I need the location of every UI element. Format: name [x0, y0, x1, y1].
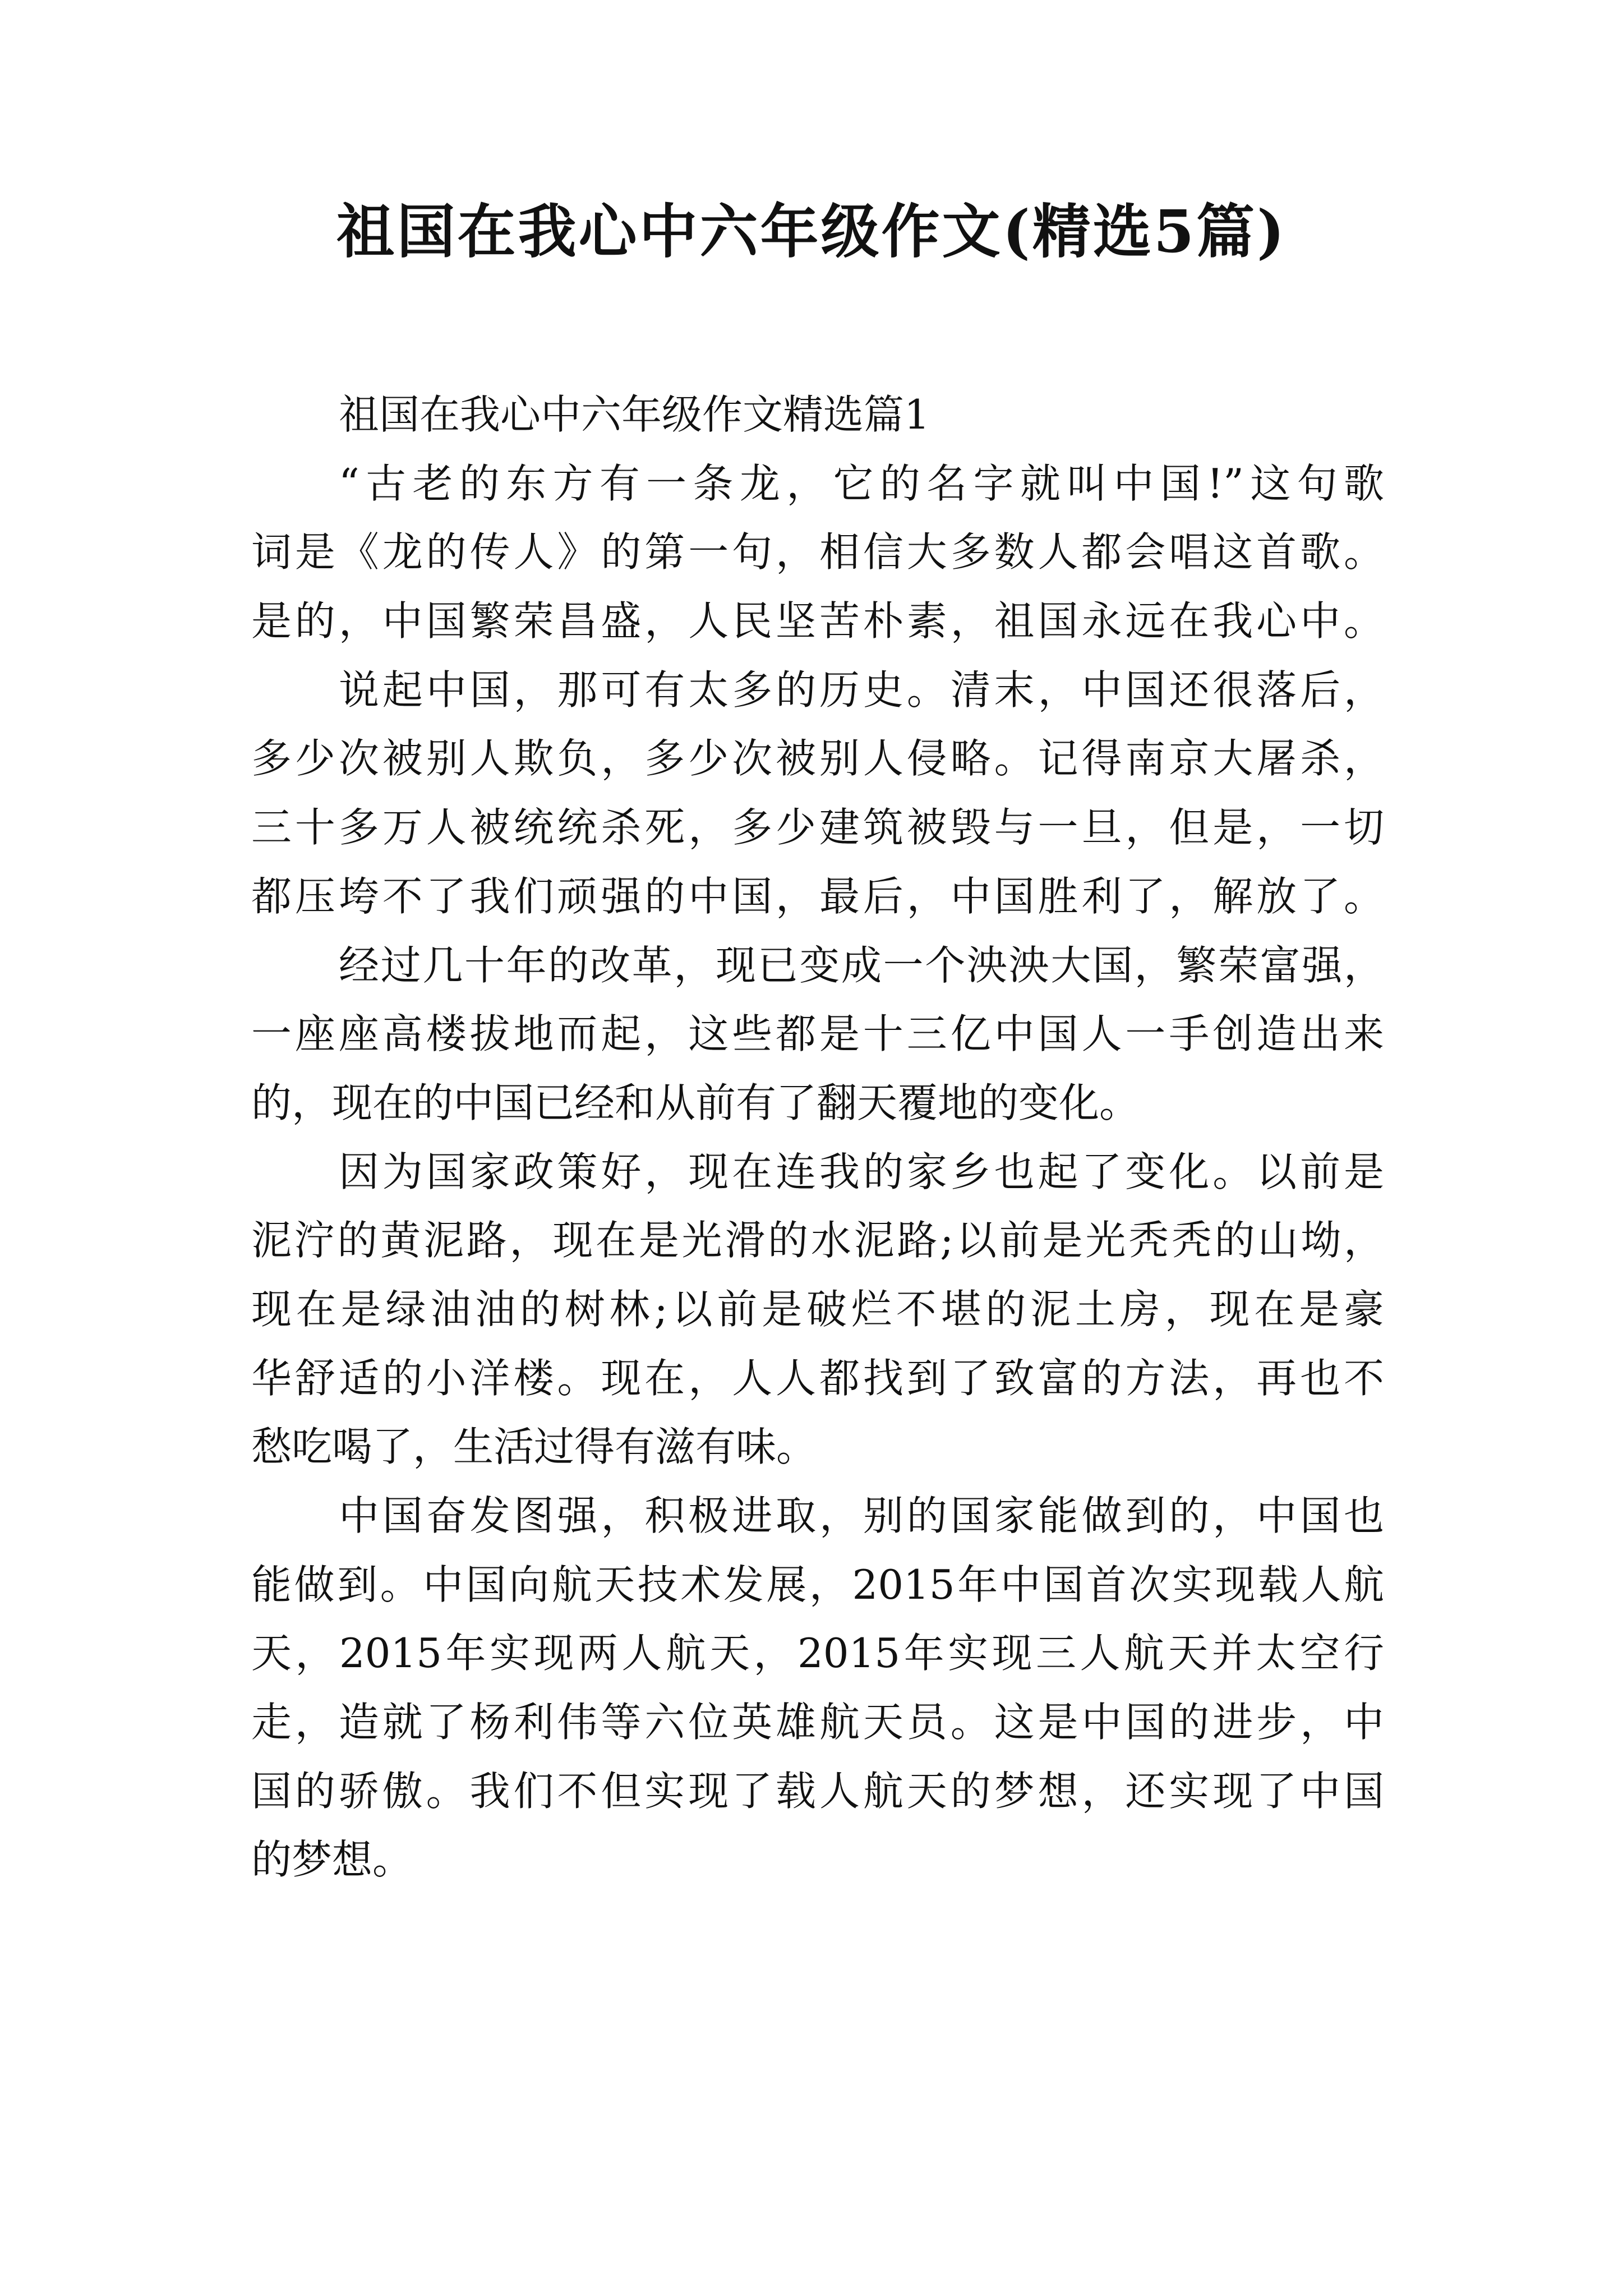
- section-heading: 祖国在我心中六年级作文精选篇1: [339, 391, 930, 438]
- paragraph-line: 多少次被别人欺负，多少次被别人侵略。记得南京大屠杀，: [251, 735, 1384, 783]
- paragraph-2: [251, 656, 1384, 931]
- document-body: [251, 380, 1384, 1894]
- paragraph-line: 走，造就了杨利伟等六位英雄航天员。这是中国的进步，中: [251, 1699, 1384, 1746]
- paragraph-line: 的梦想。: [251, 1836, 413, 1884]
- paragraph-line: 说起中国，那可有太多的历史。清末，中国还很落后，: [339, 666, 1384, 714]
- paragraph-line: 经过几十年的改革，现已变成一个泱泱大国，繁荣富强，: [339, 941, 1384, 989]
- paragraph-line: 词是《龙的传人》的第一句，相信大多数人都会唱这首歌。: [251, 528, 1384, 576]
- paragraph-4: [251, 1138, 1384, 1481]
- paragraph-line: 都压垮不了我们顽强的中国，最后，中国胜利了，解放了。: [251, 872, 1384, 920]
- paragraph-line: 愁吃喝了，生活过得有滋有味。: [251, 1423, 817, 1471]
- paragraph-line: 三十多万人被统统杀死，多少建筑被毁与一旦，但是，一切: [251, 804, 1384, 852]
- paragraph-line: “古老的东方有一条龙，它的名字就叫中国!”这句歌: [339, 459, 1384, 507]
- paragraph-line: 华舒适的小洋楼。现在，人人都找到了致富的方法，再也不: [251, 1354, 1384, 1402]
- paragraph-line: 是的，中国繁荣昌盛，人民坚苦朴素，祖国永远在我心中。: [251, 597, 1384, 645]
- document-title: 祖国在我心中六年级作文(精选5篇): [336, 197, 1287, 266]
- paragraph-3: [251, 931, 1384, 1138]
- paragraph-line: 一座座高楼拔地而起，这些都是十三亿中国人一手创造出来: [251, 1010, 1384, 1058]
- paragraph-line: 中国奋发图强，积极进取，别的国家能做到的，中国也: [339, 1492, 1384, 1539]
- paragraph-line: 因为国家政策好，现在连我的家乡也起了变化。以前是: [339, 1148, 1384, 1195]
- paragraph-line: 的，现在的中国已经和从前有了翻天覆地的变化。: [251, 1079, 1140, 1126]
- paragraph-line: 国的骄傲。我们不但实现了载人航天的梦想，还实现了中国: [251, 1767, 1384, 1815]
- paragraph-line: 泥泞的黄泥路，现在是光滑的水泥路;以前是光秃秃的山坳，: [251, 1217, 1384, 1264]
- paragraph-line: 能做到。中国向航天技术发展，2015年中国首次实现载人航: [251, 1561, 1384, 1608]
- paragraph-1: [251, 449, 1384, 656]
- paragraph-line: 现在是绿油油的树林;以前是破烂不堪的泥土房，现在是豪: [251, 1285, 1384, 1333]
- paragraph-5: [251, 1481, 1384, 1894]
- paragraph-line: 天，2015年实现两人航天，2015年实现三人航天并太空行: [251, 1630, 1384, 1677]
